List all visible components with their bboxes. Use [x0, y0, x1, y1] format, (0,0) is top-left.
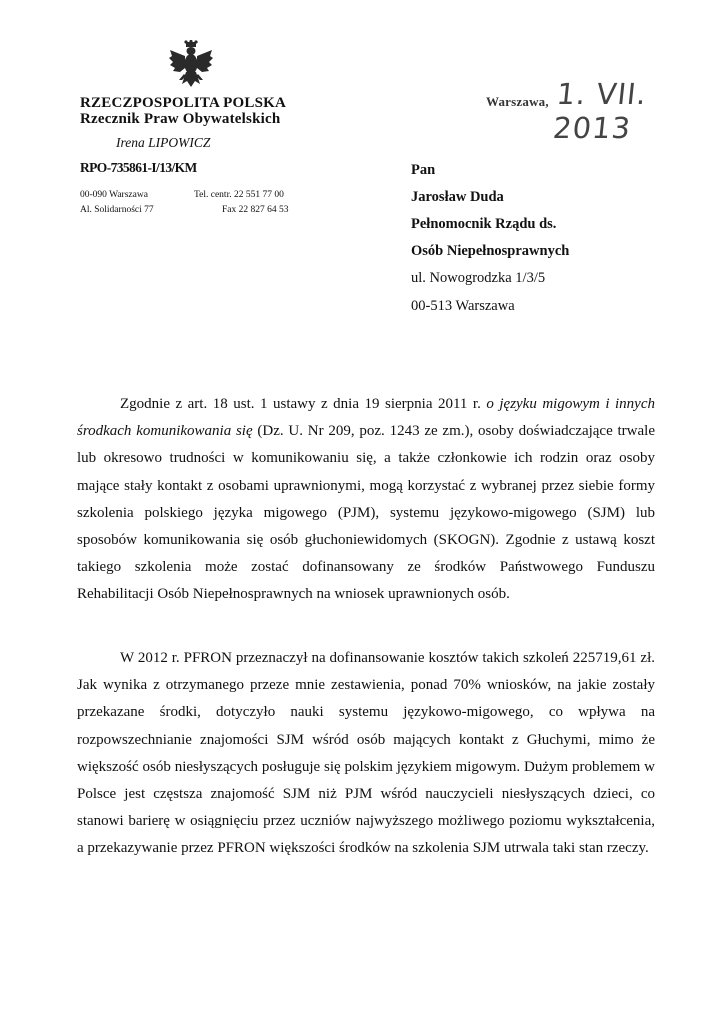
recipient-street: ul. Nowogrodzka 1/3/5 — [411, 270, 546, 286]
place-label: Warszawa, — [486, 94, 549, 109]
recipient-title-line2: Osób Niepełnosprawnych — [411, 243, 570, 259]
polish-eagle-emblem-icon — [168, 40, 214, 92]
body-paragraph-2 — [77, 645, 655, 863]
sender-phone: Tel. centr. 22 551 77 00 — [194, 190, 284, 200]
recipient-title-line1: Pełnomocnik Rządu ds. — [411, 216, 557, 232]
org-name-line2: Rzecznik Praw Obywatelskich — [80, 111, 281, 127]
body-paragraph-1 — [77, 391, 655, 609]
recipient-salutation: Pan — [411, 162, 436, 178]
sender-fax: Fax 22 827 64 53 — [222, 205, 289, 215]
ombudsman-name: Irena LIPOWICZ — [116, 135, 211, 150]
act-title-italic: o języku migowym i innych środkach komunikowania się — [77, 396, 656, 440]
handwritten-date: 1. VII. 2013 — [551, 77, 649, 145]
reference-number: RPO-735861-I/13/KM — [80, 160, 197, 175]
sender-street: Al. Solidarności 77 — [80, 205, 154, 215]
sender-postal-code: 00-090 Warszawa — [80, 190, 148, 200]
paragraph-1-text-a: Zgodnie z art. 18 ust. 1 ustawy z dnia 19 sierpnia 2011 r. — [120, 396, 487, 412]
recipient-city: 00-513 Warszawa — [411, 298, 515, 314]
org-name-line1: RZECZPOSPOLITA POLSKA — [80, 95, 287, 111]
recipient-name: Jarosław Duda — [411, 189, 504, 205]
paragraph-2-text: W 2012 r. PFRON przeznaczył na dofinansowanie kosztów takich szkoleń 225719,61 zł. Jak wynika z otrzymanego przeze mnie zestawienia, ponad 70% wniosków, na jakie zostały przekazane środki, dotyczyło nauki systemu językowo-migowego, co wpływa na rozpowszechnianie znajomości SJM wśród osób mających kontakt z Głuchymi, mimo że większość osób niesłyszących posługuje się polskim językiem migowym. Dużym problemem w Polsce jest częstsza znajomość SJM niż PJM wśród nauczycieli niesłyszących dzieci, co stanowi barierę w osiągnięciu przez uczniów najwyższego możliwego poziomu wykształcenia, a przekazywanie przez PFRON większości środków na szkolenia SJM utrwala taki stan rzeczy. — [77, 650, 655, 857]
paragraph-1-text-b: (Dz. U. Nr 209, poz. 1243 ze zm.), osoby doświadczające trwale lub okresowo trudności w komunikowaniu się, a także członkowie ich rodzin oraz osoby mające stały kontakt z osobami uprawnionymi, mogą korzystać z wybranej przez siebie formy szkolenia polskiego języka migowego (PJM), systemu językowo-migowego (SJM) lub sposobów komunikowania się osób głuchoniewidomych (SKOGN). Zgodnie z ustawą koszt takiego szkolenia może zostać dofinansowany ze środków Państwowego Funduszu Rehabilitacji Osób Niepełnosprawnych na wniosek uprawnionych osób. — [77, 423, 655, 603]
